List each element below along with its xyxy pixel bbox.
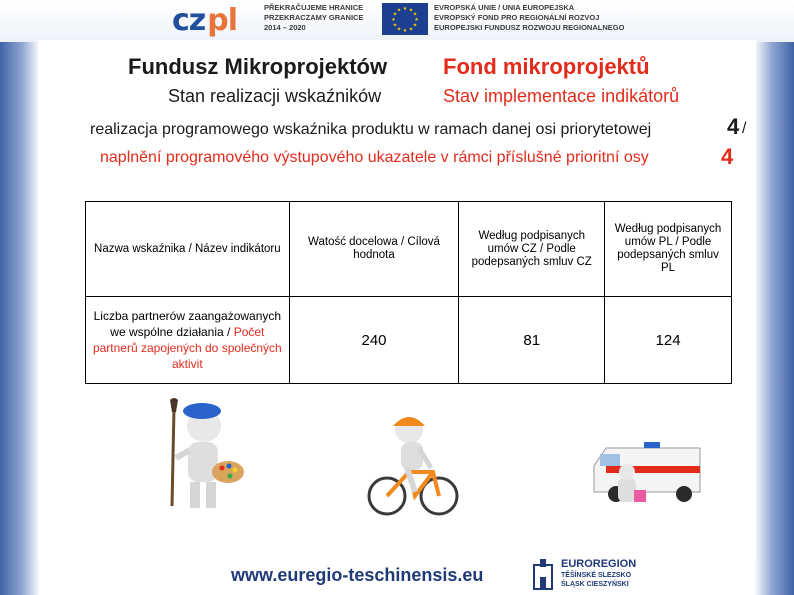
program-line: PŘEKRAČUJEME HRANICE [264, 3, 364, 12]
title-pl: Fundusz Mikroprojektów [128, 54, 388, 79]
program-line: PRZEKRACZAMY GRANICE [264, 13, 364, 22]
eu-flag-icon [382, 3, 428, 35]
pl-contract-value: 124 [605, 297, 732, 384]
indicator-table [85, 201, 732, 384]
program-name [264, 3, 363, 33]
svg-text:★: ★ [391, 17, 396, 23]
axis-number-pl: 4 [727, 114, 740, 139]
euroregion-title: EUROREGION [561, 558, 637, 570]
euroregion-tower-icon [532, 557, 554, 591]
subtitle-pl: Stan realizacji wskaźników [168, 86, 382, 106]
table-header-row [86, 202, 732, 297]
svg-text:★: ★ [396, 26, 402, 33]
indicator-label-pl: Liczba partnerów zaangażowanych we wspólne działania / [93, 309, 282, 339]
cyclist-figure [363, 408, 463, 518]
header-target-value: Watość docelowa / Cílová hodnota [289, 202, 459, 297]
eu-line: EVROPSKÁ UNIE / UNIA EUROPEJSKA [434, 3, 575, 12]
header-pl-contracts: Według podpisanych umów PL / Podle podepsaných smluv PL [605, 202, 732, 297]
svg-text:★: ★ [392, 11, 398, 18]
svg-text:★: ★ [414, 17, 419, 23]
cz-contract-value: 81 [459, 297, 605, 384]
ambulance-figure [588, 436, 714, 508]
svg-text:★: ★ [412, 22, 418, 29]
header-indicator-name: Nazwa wskaźnika / Název indikátoru [86, 202, 290, 297]
indicator-label [86, 297, 290, 384]
svg-text:★: ★ [408, 26, 414, 33]
indicator-label-cz: Počet partnerů zapojených do společných aktivit [92, 325, 282, 371]
euroregion-logo-text [561, 558, 636, 589]
table-row [86, 297, 732, 384]
axis-number-cz: 4 [721, 144, 734, 169]
eu-fund-text [434, 3, 624, 33]
title-cz: Fond mikroprojektů [443, 54, 650, 79]
svg-text:★: ★ [392, 22, 398, 29]
footer-url-link[interactable]: www.euregio-teschinensis.eu [231, 565, 484, 585]
svg-text:★: ★ [412, 11, 418, 18]
description-pl: realizacja programowego wskaźnika produktu w ramach danej osi priorytetowej [90, 121, 652, 138]
eu-line: EUROPEJSKI FUNDUSZ ROZWOJU REGIONALNEGO [434, 23, 625, 32]
euroregion-line-pl: ŚLĄSK CIESZYŃSKI [561, 581, 629, 588]
subtitle-cz: Stav implementace indikátorů [443, 86, 680, 106]
svg-text:★: ★ [408, 7, 414, 14]
description-cz: naplnění programového výstupového ukazatele v rámci příslušné prioritní osy [100, 149, 649, 166]
painter-figure [158, 398, 248, 516]
czpl-logo [172, 4, 237, 38]
eu-line: EVROPSKÝ FOND PRO REGIONÁLNÍ ROZVOJ [434, 13, 600, 22]
slash: / [742, 120, 747, 137]
header-cz-contracts: Według podpisanych umów CZ / Podle podepsaných smluv CZ [459, 202, 605, 297]
logo-cz-text: cz [172, 3, 206, 38]
logo-pl-text: pl [207, 3, 238, 38]
svg-text:★: ★ [402, 28, 408, 34]
svg-text:★: ★ [402, 6, 408, 12]
svg-text:★: ★ [396, 7, 402, 14]
euroregion-line-cz: TĚŠÍNSKÉ SLEZSKO [561, 572, 632, 579]
target-value: 240 [289, 297, 459, 384]
header-bar [0, 0, 794, 42]
program-line: 2014 – 2020 [264, 23, 306, 32]
